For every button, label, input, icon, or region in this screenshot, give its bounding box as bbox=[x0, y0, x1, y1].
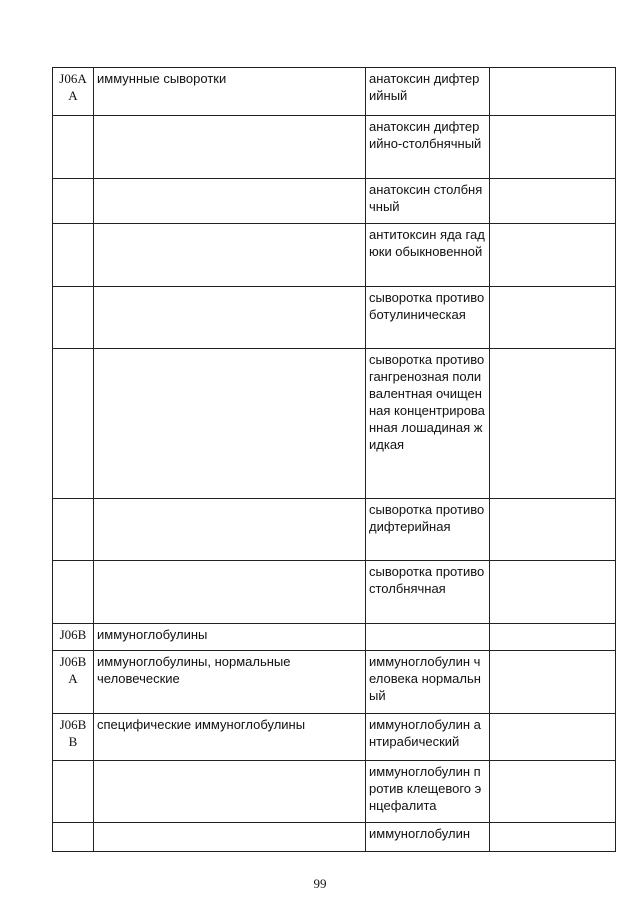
table-row bbox=[53, 224, 616, 287]
atc-code-cell bbox=[53, 179, 94, 224]
group-name-cell bbox=[94, 349, 366, 499]
group-name-cell bbox=[94, 761, 366, 823]
drug-name-cell: сыворотка противогангренозная поливалентная очищенная концентрированная лошадиная жидкая bbox=[366, 349, 490, 499]
drug-table bbox=[52, 67, 616, 852]
atc-code-cell bbox=[53, 287, 94, 349]
dosage-form-cell bbox=[490, 224, 616, 287]
drug-name-cell bbox=[366, 624, 490, 651]
table-row bbox=[53, 561, 616, 624]
drug-name-cell: анатоксин столбнячный bbox=[366, 179, 490, 224]
table-row bbox=[53, 651, 616, 714]
atc-code-cell bbox=[53, 823, 94, 852]
group-name-cell bbox=[94, 561, 366, 624]
atc-code-cell: J06B B bbox=[53, 714, 94, 761]
atc-code-cell bbox=[53, 761, 94, 823]
group-name-cell: иммуноглобулины, нормальные человеческие bbox=[94, 651, 366, 714]
group-name-cell: специфические иммуноглобулины bbox=[94, 714, 366, 761]
atc-code-cell: J06B A bbox=[53, 651, 94, 714]
dosage-form-cell bbox=[490, 823, 616, 852]
drug-table-body bbox=[53, 68, 616, 852]
group-name-cell bbox=[94, 287, 366, 349]
dosage-form-cell bbox=[490, 68, 616, 116]
dosage-form-cell bbox=[490, 714, 616, 761]
drug-name-cell: анатоксин дифтерийный bbox=[366, 68, 490, 116]
table-row bbox=[53, 624, 616, 651]
dosage-form-cell bbox=[490, 116, 616, 179]
dosage-form-cell bbox=[490, 179, 616, 224]
drug-name-cell: сыворотка противодифтерийная bbox=[366, 499, 490, 561]
table-row bbox=[53, 823, 616, 852]
drug-name-cell: иммуноглобулин человека нормальный bbox=[366, 651, 490, 714]
group-name-cell bbox=[94, 224, 366, 287]
table-row bbox=[53, 714, 616, 761]
group-name-cell bbox=[94, 179, 366, 224]
drug-name-cell: иммуноглобулин против клещевого энцефалита bbox=[366, 761, 490, 823]
dosage-form-cell bbox=[490, 561, 616, 624]
atc-code-cell: J06B bbox=[53, 624, 94, 651]
group-name-cell bbox=[94, 823, 366, 852]
atc-code-cell bbox=[53, 499, 94, 561]
atc-code-cell bbox=[53, 224, 94, 287]
table-row bbox=[53, 116, 616, 179]
dosage-form-cell bbox=[490, 499, 616, 561]
drug-name-cell: сыворотка противостолбнячная bbox=[366, 561, 490, 624]
table-row bbox=[53, 179, 616, 224]
dosage-form-cell bbox=[490, 761, 616, 823]
dosage-form-cell bbox=[490, 287, 616, 349]
drug-name-cell: иммуноглобулин антирабический bbox=[366, 714, 490, 761]
group-name-cell bbox=[94, 116, 366, 179]
atc-code-cell: J06A A bbox=[53, 68, 94, 116]
table-row bbox=[53, 499, 616, 561]
table-row bbox=[53, 761, 616, 823]
table-row bbox=[53, 349, 616, 499]
drug-name-cell: антитоксин яда гадюки обыкновенной bbox=[366, 224, 490, 287]
dosage-form-cell bbox=[490, 349, 616, 499]
group-name-cell: иммуноглобулины bbox=[94, 624, 366, 651]
atc-code-cell bbox=[53, 349, 94, 499]
table-row bbox=[53, 68, 616, 116]
drug-name-cell: анатоксин дифтерийно-столбнячный bbox=[366, 116, 490, 179]
dosage-form-cell bbox=[490, 651, 616, 714]
page-number: 99 bbox=[313, 876, 327, 891]
drug-name-cell: иммуноглобулин bbox=[366, 823, 490, 852]
drug-name-cell: сыворотка противоботулиническая bbox=[366, 287, 490, 349]
table-row bbox=[53, 287, 616, 349]
dosage-form-cell bbox=[490, 624, 616, 651]
group-name-cell: иммунные сыворотки bbox=[94, 68, 366, 116]
atc-code-cell bbox=[53, 116, 94, 179]
group-name-cell bbox=[94, 499, 366, 561]
atc-code-cell bbox=[53, 561, 94, 624]
